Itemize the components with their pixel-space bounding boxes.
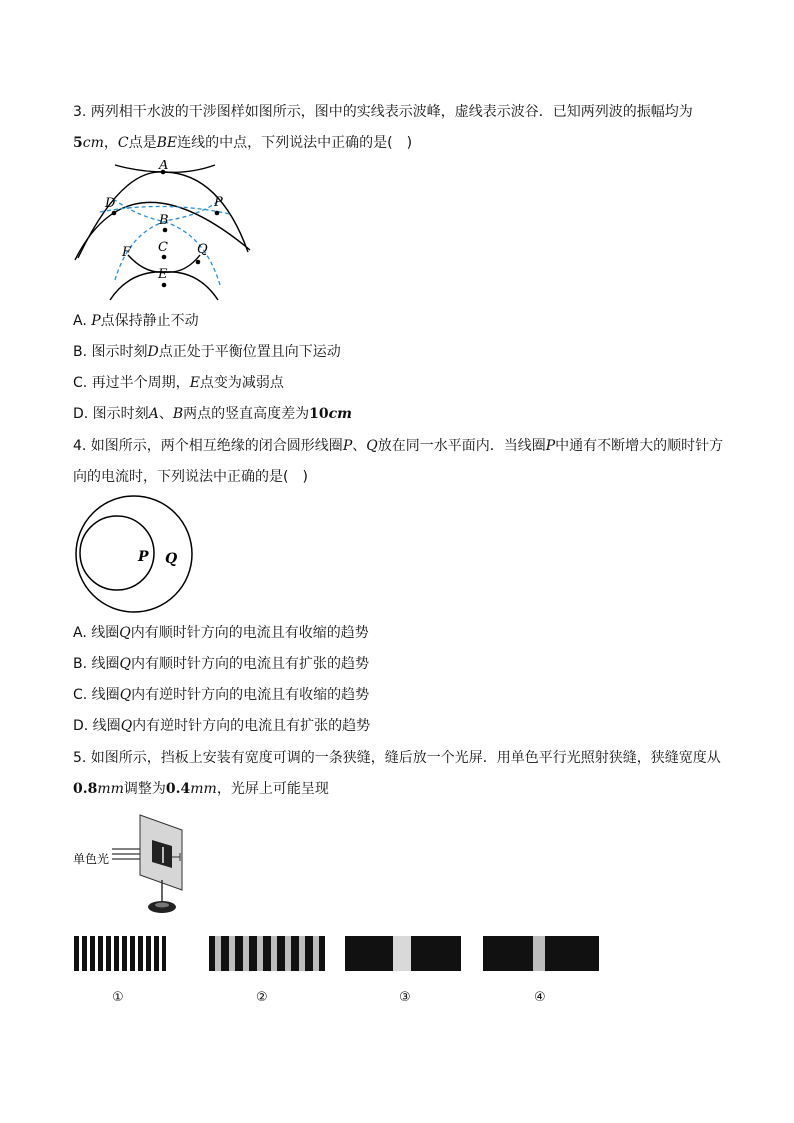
q5-stem-text-1: 5. 如图所示，挡板上安装有宽度可调的一条狭缝，缝后放一个光屏．用单色平行光照射狭缝，狭缝宽度从 (73, 750, 721, 766)
q4-coil-q: Q (366, 438, 378, 454)
q3-option-c-prefix: C. 再过半个周期， (73, 375, 190, 391)
q4-option-a-text: 内有顺时针方向的电流且有收缩的趋势 (130, 625, 369, 641)
q4-stem-text-2: 向的电流时，下列说法中正确的是( ) (73, 469, 308, 485)
q3-option-d-var-a: A (148, 406, 159, 422)
q3-text-rest: 连线的中点，下列说法中正确的是( ) (177, 135, 413, 151)
q3-stem-text-1: 3. 两列相干水波的干涉图样如图所示，图中的实线表示波峰，虚线表示波谷．已知两列波的振幅均为 (73, 104, 693, 120)
q5-pattern-2 (209, 936, 325, 971)
q5-width-end: 0.4 (165, 781, 191, 797)
q5-pattern-1 (74, 936, 166, 971)
q3-option-c[interactable] (73, 373, 284, 393)
q4-option-a-var: Q (119, 625, 131, 641)
q4-option-b-text: 内有顺时针方向的电流且有扩张的趋势 (131, 656, 369, 672)
q3-dot-b (163, 228, 168, 233)
q5-text-adjust: 调整为 (123, 781, 166, 797)
q3-stem-line2 (73, 133, 412, 153)
q5-light-label: 单色光 (73, 852, 110, 866)
q4-option-d-text: 内有逆时针方向的电流且有扩张的趋势 (132, 718, 371, 734)
q3-option-d-number: 10 (309, 406, 329, 422)
q3-comma: ， (103, 135, 118, 151)
q3-option-a-var: P (91, 313, 101, 329)
q5-stand-base-top (155, 903, 169, 908)
q3-label-e: E (158, 267, 168, 282)
q3-amplitude-value: 5 (73, 135, 83, 151)
q4-option-d[interactable] (73, 716, 370, 736)
q4-option-b[interactable] (73, 654, 369, 674)
q4-stem-text-d: 中通有不断增大的顺时针方 (555, 438, 724, 454)
q3-option-b-text: 点正处于平衡位置且向下运动 (158, 344, 341, 360)
q5-pattern-4 (483, 936, 599, 971)
q4-option-c-prefix: C. 线圈 (73, 687, 120, 703)
q5-caption-1: ① (112, 990, 124, 1005)
q3-crest-arc-e-left (110, 255, 200, 300)
q4-option-d-prefix: D. 线圈 (73, 718, 121, 734)
q3-option-d-prefix: D. 图示时刻 (73, 406, 149, 422)
q3-dot-d (112, 211, 117, 216)
q3-option-b[interactable] (73, 342, 341, 362)
q3-label-d: D (105, 196, 116, 211)
q3-dot-p (215, 211, 220, 216)
q3-label-f: F (122, 245, 132, 260)
q5-unit-1: mm (97, 781, 124, 797)
q3-option-a[interactable] (73, 311, 199, 331)
q5-unit-2: mm (190, 781, 217, 797)
q4-option-b-prefix: B. 线圈 (73, 656, 120, 672)
q3-dot-e (162, 283, 167, 288)
q3-dot-c (162, 255, 167, 260)
q3-option-d-text: 两点的竖直高度差为 (183, 406, 310, 422)
q3-option-d-unit: cm (328, 406, 352, 422)
q5-text-rest: ，光屏上可能呈现 (216, 781, 329, 797)
q3-crest-arc-e-right (110, 255, 200, 300)
q3-dot-q (196, 260, 201, 265)
q3-option-b-var: D (147, 344, 159, 360)
q4-option-b-var: Q (119, 656, 131, 672)
q3-option-c-var: E (189, 375, 200, 391)
q3-label-a: A (159, 160, 169, 173)
q4-stem-line1 (73, 436, 723, 456)
q4-coil-p: P (342, 438, 353, 454)
q5-stem-line2 (73, 779, 329, 799)
q5-caption-2: ② (256, 990, 268, 1005)
q3-amplitude-unit: cm (82, 135, 104, 151)
q3-option-d[interactable] (73, 404, 352, 424)
q3-label-c: C (158, 240, 168, 255)
q3-option-d-sep: 、 (158, 406, 173, 422)
q3-segment-be: BE (156, 135, 178, 151)
q4-option-c[interactable] (73, 685, 369, 705)
q4-sep: 、 (352, 438, 367, 454)
q4-stem-line2 (73, 467, 308, 487)
q5-stem-line1 (73, 748, 721, 768)
q5-pattern-3 (345, 936, 461, 971)
q3-label-b: B (159, 213, 169, 228)
q3-point-c: C (117, 135, 129, 151)
q3-label-q: Q (197, 242, 208, 257)
q4-option-a[interactable] (73, 623, 369, 643)
q4-option-a-prefix: A. 线圈 (73, 625, 120, 641)
q3-stem-line1 (73, 102, 693, 122)
q5-caption-4: ④ (534, 990, 546, 1005)
q4-label-p: P (138, 549, 149, 565)
q4-option-c-var: Q (119, 687, 132, 703)
q4-coil-p-2: P (545, 438, 556, 454)
q3-crest-arc-e-right2 (128, 255, 218, 300)
q4-stem-text-c: 放在同一水平面内．当线圈 (377, 438, 546, 454)
q3-label-p: P (214, 195, 223, 210)
q3-option-c-text: 点变为减弱点 (199, 375, 284, 391)
q4-option-d-var: Q (120, 718, 133, 734)
q3-text-point: 点是 (128, 135, 157, 151)
q3-option-a-text: 点保持静止不动 (100, 313, 199, 329)
q3-option-b-prefix: B. 图示时刻 (73, 344, 148, 360)
q3-option-d-var-b: B (172, 406, 184, 422)
q4-stem-text-a: 4. 如图所示，两个相互绝缘的闭合圆形线圈 (73, 438, 343, 454)
q5-caption-3: ③ (399, 990, 411, 1005)
q4-coils-figure (72, 495, 197, 615)
q5-width-start: 0.8 (73, 781, 98, 797)
q4-option-c-text: 内有逆时针方向的电流且有收缩的趋势 (131, 687, 370, 703)
q3-interference-figure (70, 160, 260, 305)
q3-option-a-prefix: A. (73, 313, 92, 329)
q5-slit-apparatus-figure (72, 812, 202, 917)
q4-label-q: Q (165, 551, 178, 567)
q5-slit (162, 847, 164, 863)
